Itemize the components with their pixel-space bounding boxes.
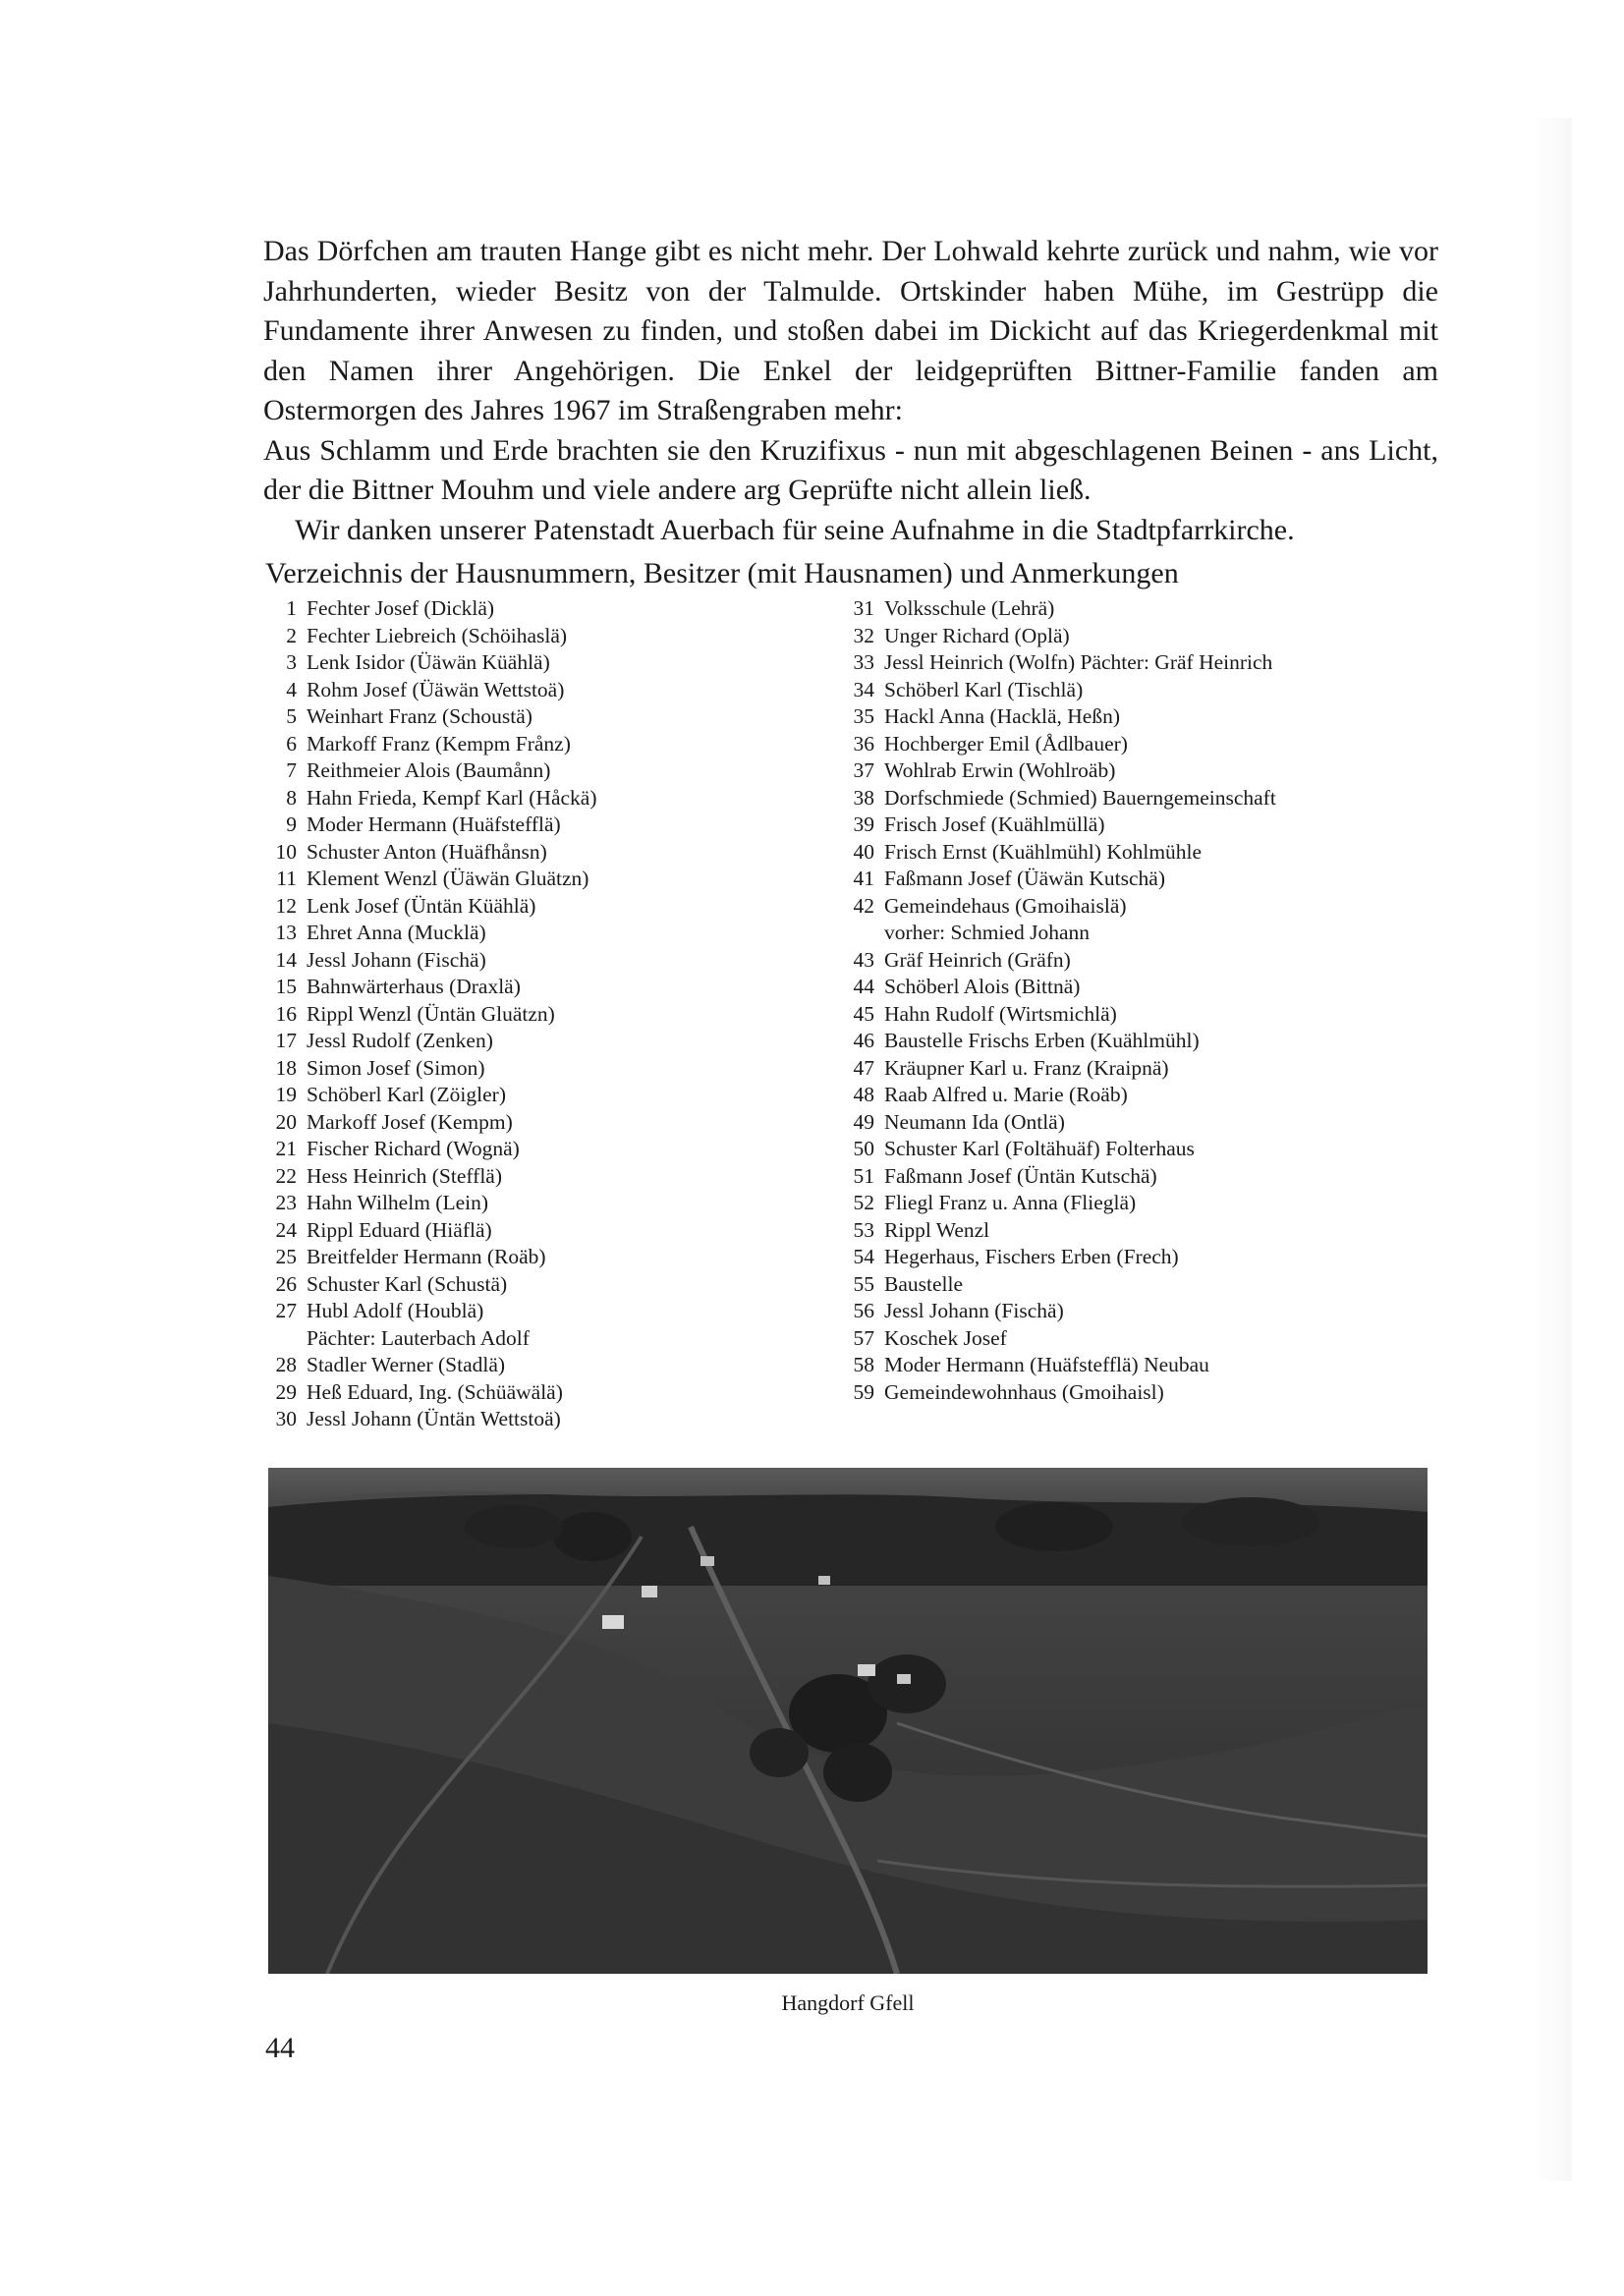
owner-name: Lenk Isidor (Üäwän Küählä): [307, 650, 550, 674]
owner-name: Rippl Eduard (Hiäflä): [307, 1217, 492, 1242]
house-number: 57: [853, 1325, 874, 1350]
list-item: [833, 1082, 1423, 1109]
house-number: 34: [853, 677, 874, 701]
list-item: [255, 1325, 845, 1353]
house-number: 48: [853, 1083, 874, 1106]
house-number: 55: [853, 1271, 874, 1296]
owner-name: Jessl Rudolf (Zenken): [307, 1029, 493, 1052]
house-number: 18: [275, 1055, 297, 1080]
owner-name: Hegerhaus, Fischers Erben (Frech): [884, 1245, 1179, 1268]
owner-name: Fliegl Franz u. Anna (Flieglä): [884, 1191, 1137, 1214]
house-number: 16: [275, 1001, 297, 1026]
house-number: 38: [853, 785, 874, 810]
house-number: 49: [853, 1109, 874, 1134]
house-number: 50: [853, 1137, 874, 1160]
house-number: 30: [275, 1407, 297, 1430]
owner-name: Hochberger Emil (Ådlbauer): [884, 731, 1128, 756]
owner-name: Kräupner Karl u. Franz (Kraipnä): [884, 1055, 1169, 1080]
list-item: [255, 920, 845, 947]
owner-name: Reithmeier Alois (Baumånn): [307, 758, 551, 782]
list-item: [255, 757, 845, 785]
house-number: 15: [275, 975, 297, 998]
list-item: [833, 677, 1423, 704]
intro-paragraph-3: Wir danken unserer Patenstadt Auerbach für seine Aufnahme in die Stadtpfarrkirche.: [295, 513, 1295, 546]
list-item: [833, 785, 1423, 812]
house-number: 14: [275, 947, 297, 972]
list-item: [833, 947, 1423, 975]
house-number: 23: [275, 1191, 297, 1214]
list-item: [255, 812, 845, 839]
list-item: [255, 785, 845, 812]
house-number: 28: [275, 1353, 297, 1376]
list-item: [833, 974, 1423, 1001]
list-item: [255, 649, 845, 677]
list-item: [833, 1001, 1423, 1029]
house-number: 33: [853, 650, 874, 674]
list-item: [833, 839, 1423, 867]
house-number: 56: [853, 1299, 874, 1322]
owner-name: Gräf Heinrich (Gräfn): [884, 947, 1071, 972]
list-item: [833, 1325, 1423, 1353]
list-item: [833, 1379, 1423, 1407]
house-number: 39: [853, 812, 874, 836]
owner-name: Koschek Josef: [884, 1325, 1007, 1350]
list-item: [833, 920, 1423, 947]
list-item: [255, 866, 845, 893]
house-number: 46: [853, 1029, 874, 1052]
list-item: [833, 731, 1423, 758]
list-item: [833, 1352, 1423, 1379]
list-item: [255, 1028, 845, 1055]
owner-name: Pächter: Lauterbach Adolf: [307, 1325, 530, 1350]
list-item: [255, 703, 845, 731]
intro-paragraph-2: Aus Schlamm und Erde brachten sie den Kruzifixus - nun mit abgeschlagenen Beinen - ans Licht, der die Bittner Mouhm und viele andere arg Geprüfte nicht allein ließ.: [263, 433, 1438, 506]
house-number: 45: [853, 1001, 874, 1026]
house-list-right: [833, 595, 1423, 1406]
owner-name: Jessl Johann (Fischä): [307, 947, 486, 972]
house-number: 12: [275, 893, 297, 918]
owner-name: Schöberl Karl (Zöigler): [307, 1083, 506, 1106]
house-number: 11: [276, 867, 297, 890]
owner-name: vorher: Schmied Johann: [884, 921, 1090, 944]
list-item: [255, 1244, 845, 1271]
list-heading: Verzeichnis der Hausnummern, Besitzer (mit Hausnamen) und Anmerkungen: [265, 557, 1179, 589]
list-item: [833, 1298, 1423, 1325]
house-number: 41: [853, 867, 874, 890]
intro-text: [263, 232, 1438, 550]
list-item: [833, 1244, 1423, 1271]
list-item: [833, 866, 1423, 893]
owner-name: Hackl Anna (Hacklä, Heßn): [884, 704, 1120, 728]
owner-name: Moder Hermann (Huäfstefflä) Neubau: [884, 1353, 1209, 1376]
owner-name: Stadler Werner (Stadlä): [307, 1353, 506, 1376]
owner-name: Heß Eduard, Ing. (Schüäwälä): [307, 1379, 563, 1404]
owner-name: Frisch Ernst (Kuählmühl) Kohlmühle: [884, 839, 1203, 864]
owner-name: Markoff Josef (Kempm): [307, 1109, 513, 1134]
list-item: [255, 677, 845, 704]
house-number: 7: [286, 758, 297, 782]
list-item: [833, 623, 1423, 650]
house-number: 52: [853, 1191, 874, 1214]
house-number: 37: [853, 758, 874, 782]
list-item: [255, 1406, 845, 1433]
owner-name: Faßmann Josef (Üntän Kutschä): [884, 1163, 1157, 1188]
village-photo: [268, 1468, 1428, 1974]
house-number: 35: [853, 704, 874, 728]
owner-name: Fischer Richard (Wognä): [307, 1137, 520, 1160]
house-number: 44: [853, 975, 874, 998]
house-number: 32: [853, 623, 874, 647]
list-item: [833, 1217, 1423, 1245]
owner-name: Rippl Wenzl: [884, 1217, 990, 1242]
owner-name: Hubl Adolf (Houblä): [307, 1299, 484, 1322]
house-number: 17: [275, 1029, 297, 1052]
intro-paragraph-1: Das Dörfchen am trauten Hange gibt es nicht mehr. Der Lohwald kehrte zurück und nahm, wie vor Jahrhunderten, wieder Besitz von der Talmulde. Ortskinder haben Mühe, im Gestrüpp die Fundamente ihrer Anwesen zu finden, und stoßen dabei im Dickicht auf das Kriegerdenkmal mit den Namen ihrer Angehörigen. Die Enkel der leidgeprüften Bittner-Familie fanden am Ostermorgen des Jahres 1967 im Straßengraben mehr:: [263, 235, 1438, 426]
owner-name: Wohlrab Erwin (Wohlroäb): [884, 758, 1116, 782]
owner-name: Schuster Karl (Foltähuäf) Folterhaus: [884, 1137, 1195, 1160]
house-number: 31: [853, 596, 874, 620]
owner-name: Weinhart Franz (Schoustä): [307, 704, 532, 728]
house-number: 9: [286, 812, 297, 836]
owner-name: Hahn Frieda, Kempf Karl (Håckä): [307, 785, 597, 810]
list-item: [255, 1001, 845, 1029]
house-number: 24: [275, 1217, 297, 1242]
house-number: 21: [275, 1137, 297, 1160]
house-number: 43: [853, 947, 874, 972]
house-number: 6: [286, 731, 297, 756]
house-number: 22: [275, 1163, 297, 1188]
house-number: [255, 1325, 307, 1353]
house-number: 20: [275, 1109, 297, 1134]
owner-name: Gemeindehaus (Gmoihaislä): [884, 893, 1127, 918]
list-item: [255, 1352, 845, 1379]
list-item: [255, 839, 845, 867]
house-number: 59: [853, 1379, 874, 1404]
house-number: 8: [286, 785, 297, 810]
list-item: [255, 947, 845, 975]
owner-name: Jessl Johann (Üntän Wettstoä): [307, 1407, 561, 1430]
owner-name: Hahn Wilhelm (Lein): [307, 1191, 489, 1214]
list-item: [255, 893, 845, 921]
house-number: 42: [853, 893, 874, 918]
list-item: [255, 1271, 845, 1299]
list-item: [255, 1298, 845, 1325]
list-item: [833, 1109, 1423, 1137]
list-item: [255, 1136, 845, 1163]
list-item: [833, 812, 1423, 839]
owner-name: Raab Alfred u. Marie (Roäb): [884, 1083, 1128, 1106]
list-item: [255, 1109, 845, 1137]
house-number: 40: [853, 839, 874, 864]
list-item: [255, 595, 845, 623]
list-item: [833, 757, 1423, 785]
page-number: 44: [265, 2032, 295, 2064]
owner-name: Baustelle: [884, 1271, 964, 1296]
list-item: [255, 623, 845, 650]
list-item: [255, 1379, 845, 1407]
list-item: [833, 893, 1423, 921]
list-item: [255, 731, 845, 758]
owner-name: Ehret Anna (Mucklä): [307, 921, 486, 944]
house-number: [833, 920, 884, 947]
owner-name: Schöberl Karl (Tischlä): [884, 677, 1084, 701]
house-number: 1: [286, 596, 297, 620]
list-item: [833, 1271, 1423, 1299]
house-number: 19: [275, 1083, 297, 1106]
owner-name: Simon Josef (Simon): [307, 1055, 485, 1080]
house-number: 2: [286, 623, 297, 647]
owner-name: Moder Hermann (Huäfstefflä): [307, 812, 561, 836]
house-number: 58: [853, 1353, 874, 1376]
owner-name: Unger Richard (Oplä): [884, 623, 1070, 647]
owner-name: Fechter Josef (Dicklä): [307, 596, 495, 620]
owner-name: Bahnwärterhaus (Draxlä): [307, 975, 521, 998]
owner-name: Jessl Johann (Fischä): [884, 1299, 1064, 1322]
house-number: 27: [275, 1299, 297, 1322]
house-number: 54: [853, 1245, 874, 1268]
owner-name: Volksschule (Lehrä): [884, 596, 1055, 620]
house-number: 5: [286, 704, 297, 728]
house-number: 29: [275, 1379, 297, 1404]
house-number: 51: [853, 1163, 874, 1188]
house-number: 10: [275, 839, 297, 864]
house-number: 47: [853, 1055, 874, 1080]
owner-name: Jessl Heinrich (Wolfn) Pächter: Gräf Heinrich: [884, 650, 1273, 674]
house-number: 26: [275, 1271, 297, 1296]
owner-name: Fechter Liebreich (Schöihaslä): [307, 623, 568, 647]
list-item: [255, 974, 845, 1001]
owner-name: Markoff Franz (Kempm Frånz): [307, 731, 571, 756]
owner-name: Dorfschmiede (Schmied) Bauerngemeinschaft: [884, 785, 1276, 810]
owner-name: Gemeindewohnhaus (Gmoihaisl): [884, 1379, 1164, 1404]
owner-name: Frisch Josef (Kuählmüllä): [884, 812, 1105, 836]
photo-caption: Hangdorf Gfell: [781, 1990, 915, 2015]
owner-name: Schöberl Alois (Bittnä): [884, 975, 1081, 998]
house-number: 4: [286, 677, 297, 701]
house-number: 13: [275, 921, 297, 944]
list-item: [255, 1217, 845, 1245]
owner-name: Rohm Josef (Üäwän Wettstoä): [307, 677, 565, 701]
list-item: [833, 1055, 1423, 1083]
owner-name: Baustelle Frischs Erben (Kuählmühl): [884, 1029, 1200, 1052]
house-number: 36: [853, 731, 874, 756]
page-edge-shadow: [1533, 118, 1572, 2181]
list-item: [833, 1028, 1423, 1055]
owner-name: Schuster Anton (Huäfhånsn): [307, 839, 547, 864]
owner-name: Schuster Karl (Schustä): [307, 1271, 508, 1296]
owner-name: Lenk Josef (Üntän Küählä): [307, 893, 536, 918]
village-photo-image: [268, 1468, 1428, 1974]
house-number: 3: [286, 650, 297, 674]
list-item: [255, 1055, 845, 1083]
list-item: [833, 649, 1423, 677]
owner-name: Breitfelder Hermann (Roäb): [307, 1245, 546, 1268]
owner-name: Rippl Wenzl (Üntän Gluätzn): [307, 1001, 555, 1026]
house-number: 25: [275, 1245, 297, 1268]
list-item: [255, 1163, 845, 1191]
owner-name: Faßmann Josef (Üäwän Kutschä): [884, 867, 1165, 890]
list-item: [833, 595, 1423, 623]
list-item: [833, 1190, 1423, 1217]
house-list-left: [255, 595, 845, 1433]
owner-name: Klement Wenzl (Üäwän Gluätzn): [307, 867, 589, 890]
owner-name: Hess Heinrich (Stefflä): [307, 1163, 503, 1188]
list-item: [255, 1082, 845, 1109]
list-item: [833, 1163, 1423, 1191]
list-item: [833, 703, 1423, 731]
list-item: [833, 1136, 1423, 1163]
owner-name: Neumann Ida (Ontlä): [884, 1109, 1065, 1134]
list-item: [255, 1190, 845, 1217]
owner-name: Hahn Rudolf (Wirtsmichlä): [884, 1001, 1117, 1026]
house-number: 53: [853, 1217, 874, 1242]
